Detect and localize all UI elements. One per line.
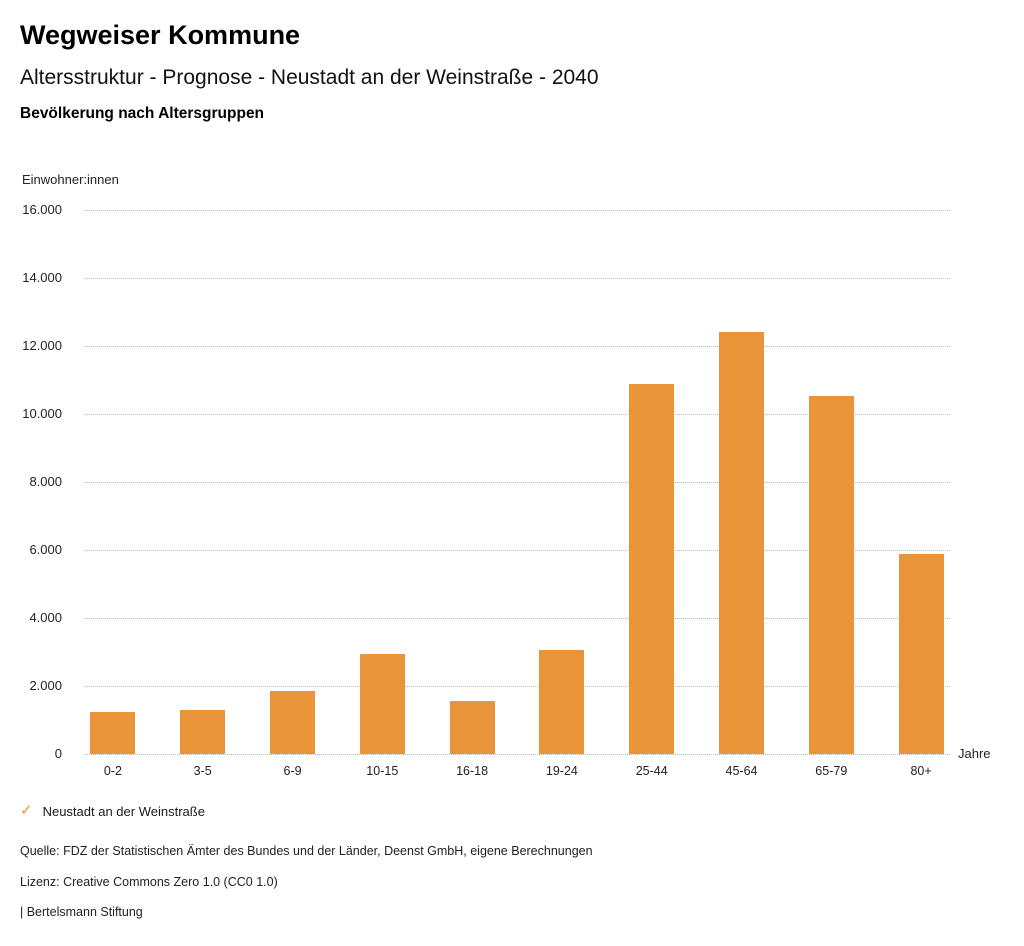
bar-0-2[interactable]: [90, 712, 135, 755]
chart-title: Altersstruktur - Prognose - Neustadt an der Weinstraße - 2040: [20, 66, 599, 89]
legend-item[interactable]: [20, 802, 205, 820]
bar-19-24[interactable]: [539, 650, 584, 754]
check-icon: ✓: [20, 802, 33, 819]
chart-subtitle: Bevölkerung nach Altersgruppen: [20, 105, 265, 122]
attribution-note: | Bertelsmann Stiftung: [20, 905, 143, 919]
gridline: [85, 210, 950, 211]
x-tick-label: 65-79: [815, 764, 848, 778]
y-tick-label: 2.000: [29, 678, 62, 693]
x-tick-label: 0-2: [103, 764, 122, 778]
y-tick-label: 16.000: [22, 202, 62, 217]
x-tick-label: 6-9: [283, 764, 302, 778]
x-tick-label: 80+: [910, 764, 932, 778]
y-tick-label: 0: [54, 746, 62, 761]
gridline: [85, 278, 950, 279]
legend-label: Neustadt an der Weinstraße: [42, 803, 205, 819]
y-tick-label: 14.000: [22, 270, 62, 285]
bar-65-79[interactable]: [809, 396, 854, 754]
x-tick-label: 45-64: [725, 764, 758, 778]
y-axis-title: Einwohner:innen: [22, 172, 119, 187]
x-tick-label: 10-15: [366, 764, 399, 778]
y-tick-label: 6.000: [29, 542, 62, 557]
bar-45-64[interactable]: [719, 332, 764, 754]
y-tick-label: 10.000: [22, 406, 62, 421]
bar-16-18[interactable]: [450, 701, 495, 754]
x-tick-label: 25-44: [635, 764, 668, 778]
source-note: Quelle: FDZ der Statistischen Ämter des Bundes und der Länder, Deenst GmbH, eigene Berechnungen: [20, 844, 593, 858]
x-axis-title: Jahre: [958, 746, 991, 761]
gridline: [85, 754, 950, 755]
x-tick-label: 16-18: [456, 764, 489, 778]
bar-80+[interactable]: [899, 554, 944, 754]
bar-10-15[interactable]: [360, 654, 405, 754]
x-tick-label: 19-24: [545, 764, 578, 778]
bar-6-9[interactable]: [270, 691, 315, 754]
page-title: Wegweiser Kommune: [20, 20, 301, 50]
y-tick-label: 4.000: [29, 610, 62, 625]
bar-25-44[interactable]: [629, 384, 674, 754]
x-tick-label: 3-5: [193, 764, 212, 778]
y-tick-label: 8.000: [29, 474, 62, 489]
bar-3-5[interactable]: [180, 710, 225, 754]
license-note: Lizenz: Creative Commons Zero 1.0 (CC0 1.0): [20, 875, 278, 889]
gridline: [85, 346, 950, 347]
y-tick-label: 12.000: [22, 338, 62, 353]
